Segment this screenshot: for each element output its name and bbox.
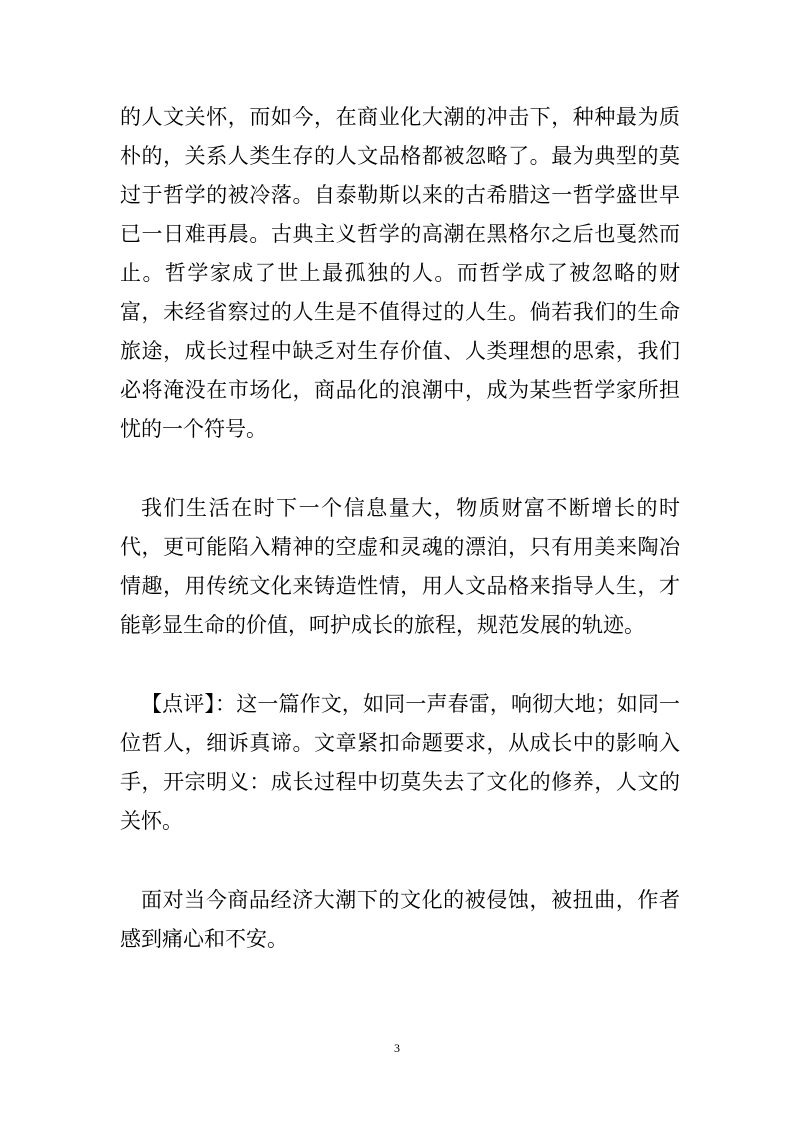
- paragraph-closing: 面对当今商品经济大潮下的文化的被侵蚀，被扭曲，作者感到痛心和不安。: [120, 888, 680, 951]
- paragraph-commentary: 【点评】：这一篇作文，如同一声春雷，响彻大地；如同一位哲人，细诉真谛。文章紧扣命题要求，从成长中的影响入手，开宗明义：成长过程中切莫失去了文化的修养，人文的关怀。: [120, 692, 680, 833]
- document-body: [120, 98, 680, 959]
- page-number: 3: [394, 1041, 400, 1055]
- paragraph-continued: 的人文关怀，而如今，在商业化大潮的冲击下，种种最为质朴的，关系人类生存的人文品格都被忽略了。最为典型的莫过于哲学的被冷落。自泰勒斯以来的古希腊这一哲学盛世早已一日难再晨。古典主义哲学的高潮在黑格尔之后也戛然而止。哲学家成了世上最孤独的人。而哲学成了被忽略的财富，未经省察过的人生是不值得过的人生。倘若我们的生命旅途，成长过程中缺乏对生存价值、人类理想的思索，我们必将淹没在市场化，商品化的浪潮中，成为某些哲学家所担忧的一个符号。: [120, 105, 680, 441]
- paragraph-modern-era: 我们生活在时下一个信息量大，物质财富不断增长的时代，更可能陷入精神的空虚和灵魂的漂泊，只有用美来陶冶情趣，用传统文化来铸造性情，用人文品格来指导人生，才能彰显生命的价值，呵护成长的旅程，规范发展的轨迹。: [120, 496, 680, 637]
